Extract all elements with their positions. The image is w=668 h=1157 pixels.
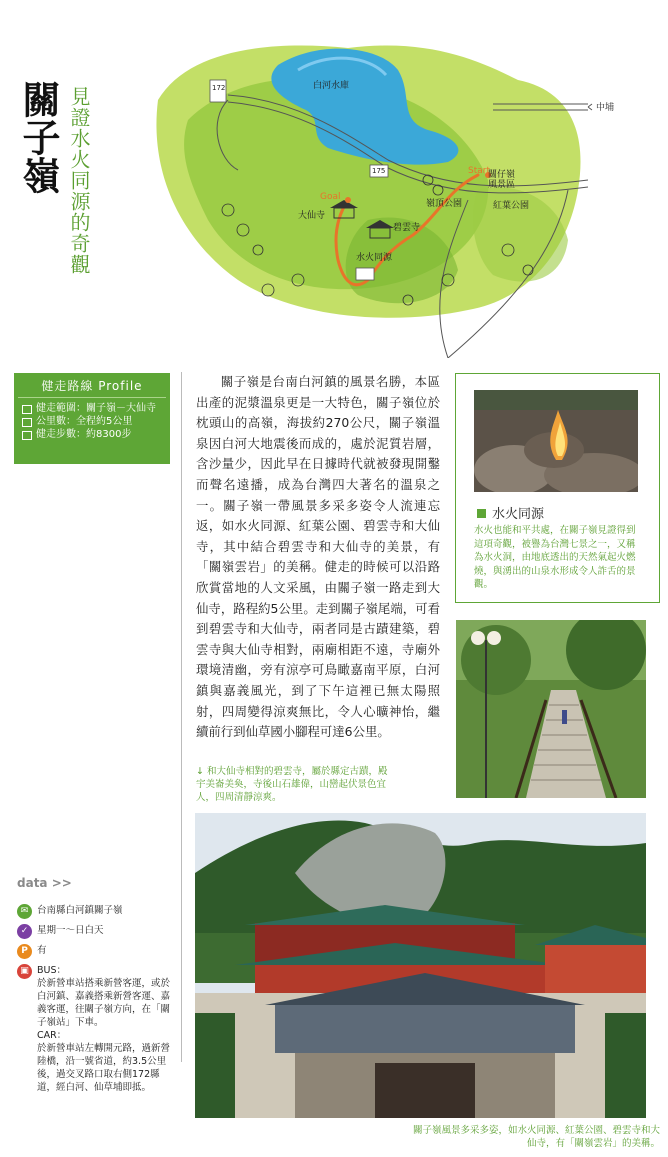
temple-caption: ↓ 和大仙寺相對的碧雲寺，屬於縣定古蹟，殿宇美崙美奐，寺後山石雄偉，山巒起伏景色宜人，四周清靜涼爽。 (196, 766, 388, 803)
map-label-start: Start (468, 166, 490, 176)
check-icon: ✓ (17, 924, 32, 939)
temple-photo (195, 813, 646, 1118)
data-parking-row: P 有 (17, 944, 175, 959)
profile-item: 健走步數：約8300步 (22, 428, 164, 441)
fire-water-text: 水火也能和平共處，在關子嶺見證得到這項奇觀，被譽為台灣七景之一，又稱為水火洞，由地底透出的天然氣起火燃燒，與湧出的山泉水形成令人詐舌的景觀。 (474, 525, 636, 590)
fire-water-photo (474, 390, 638, 492)
checkbox-icon (22, 431, 32, 440)
checkbox-icon (22, 405, 32, 414)
map-label-zhongpu: 中埔 (596, 103, 615, 113)
route-profile-box (14, 373, 170, 464)
profile-item: 公里數：全程約5公里 (22, 415, 164, 428)
map-label-guanziling-area: 關仔嶺風景區 (488, 170, 516, 190)
map-label-goal: Goal (320, 192, 341, 202)
car-text: 於新營車站左轉開元路，過新營陸橋，沿一號省道，約3.5公里後，過交叉路口取右側172縣道，經白河、仙草埔即抵。 (37, 1043, 171, 1093)
checkbox-icon (22, 418, 32, 427)
map-label-road172: 172 (212, 84, 226, 92)
fire-water-heading: 水火同源 (477, 503, 544, 522)
map-label-reservoir: 白河水庫 (313, 81, 350, 91)
column-divider (181, 372, 182, 1062)
bullet-square-icon (477, 509, 486, 518)
parking-icon: P (17, 944, 32, 959)
bus-icon: ▣ (17, 964, 32, 979)
mail-icon: ✉ (17, 904, 32, 919)
bus-text: 於新營車站搭乘新營客運，或於白河鎮、嘉義搭乘新營客運、嘉義客運，往關子嶺方向，在「關子嶺站」下車。 (37, 978, 171, 1028)
page-subtitle: 見證水火同源的奇觀 (67, 86, 91, 275)
map-label-shuihuo: 水火同源 (356, 253, 393, 263)
data-transport-row (17, 964, 175, 1094)
map-label-biyun: 碧雲寺 (393, 223, 421, 233)
profile-item: 健走範圍：關子嶺－大仙寺 (22, 402, 164, 415)
profile-title: 健走路線 Profile (18, 373, 166, 398)
data-address-row: ✉ 台南縣白河鎮關子嶺 (17, 904, 175, 919)
article-body: 關子嶺是台南白河鎮的風景名勝，本區出產的泥漿溫泉更是一大特色，關子嶺位於枕頭山的高嶺，海拔約270公尺，關子嶺溫泉因白河大地震後而成的，處於泥質岩層，含沙量少，因此早在日據時代就被發現開鑿而聲名遠播，成為台灣四大著名的溫泉之一。關子嶺一帶風景多采多姿令人流連忘返，如水火同源、紅葉公園、碧雲寺和大仙寺，其中結合碧雲寺和大仙寺的美景，有「關嶺雲岩」的美稱。健走的時候可以沿路欣賞當地的人文采風，由關子嶺一路走到大仙寺，路程約5公里。走到關子嶺尾端，可看到碧雲寺和大仙寺，兩者同是古蹟建築，碧雲寺與大仙寺相對，兩廟相距不遠，寺廟外環境清幽，旁有涼亭可鳥瞰嘉南平原，白河鎮與嘉義風光，到了下午這裡已無太陽照射，四周變得涼爽無比，令人心曠神怡，繼續前行到仙草國小腳程可達6公里。 (196, 374, 440, 740)
bottom-caption: 關子嶺風景多采多姿，如水火同源、紅葉公園、碧雲寺和大仙寺，有「關嶺雲岩」的美稱。 (412, 1125, 660, 1149)
map-label-lingding: 嶺頂公園 (426, 199, 463, 209)
bus-label: BUS： (37, 965, 67, 976)
stairs-photo (456, 620, 646, 798)
map-label-road175: 175 (372, 167, 386, 175)
map-label-honghye: 紅葉公園 (493, 201, 530, 211)
page-title: 關子嶺 (16, 80, 61, 194)
map-label-daxian: 大仙寺 (298, 211, 326, 221)
route-map (148, 40, 663, 358)
data-hours-row: ✓ 星期一～日白天 (17, 924, 175, 939)
car-label: CAR： (37, 1030, 67, 1041)
data-heading: data >> (17, 876, 72, 890)
